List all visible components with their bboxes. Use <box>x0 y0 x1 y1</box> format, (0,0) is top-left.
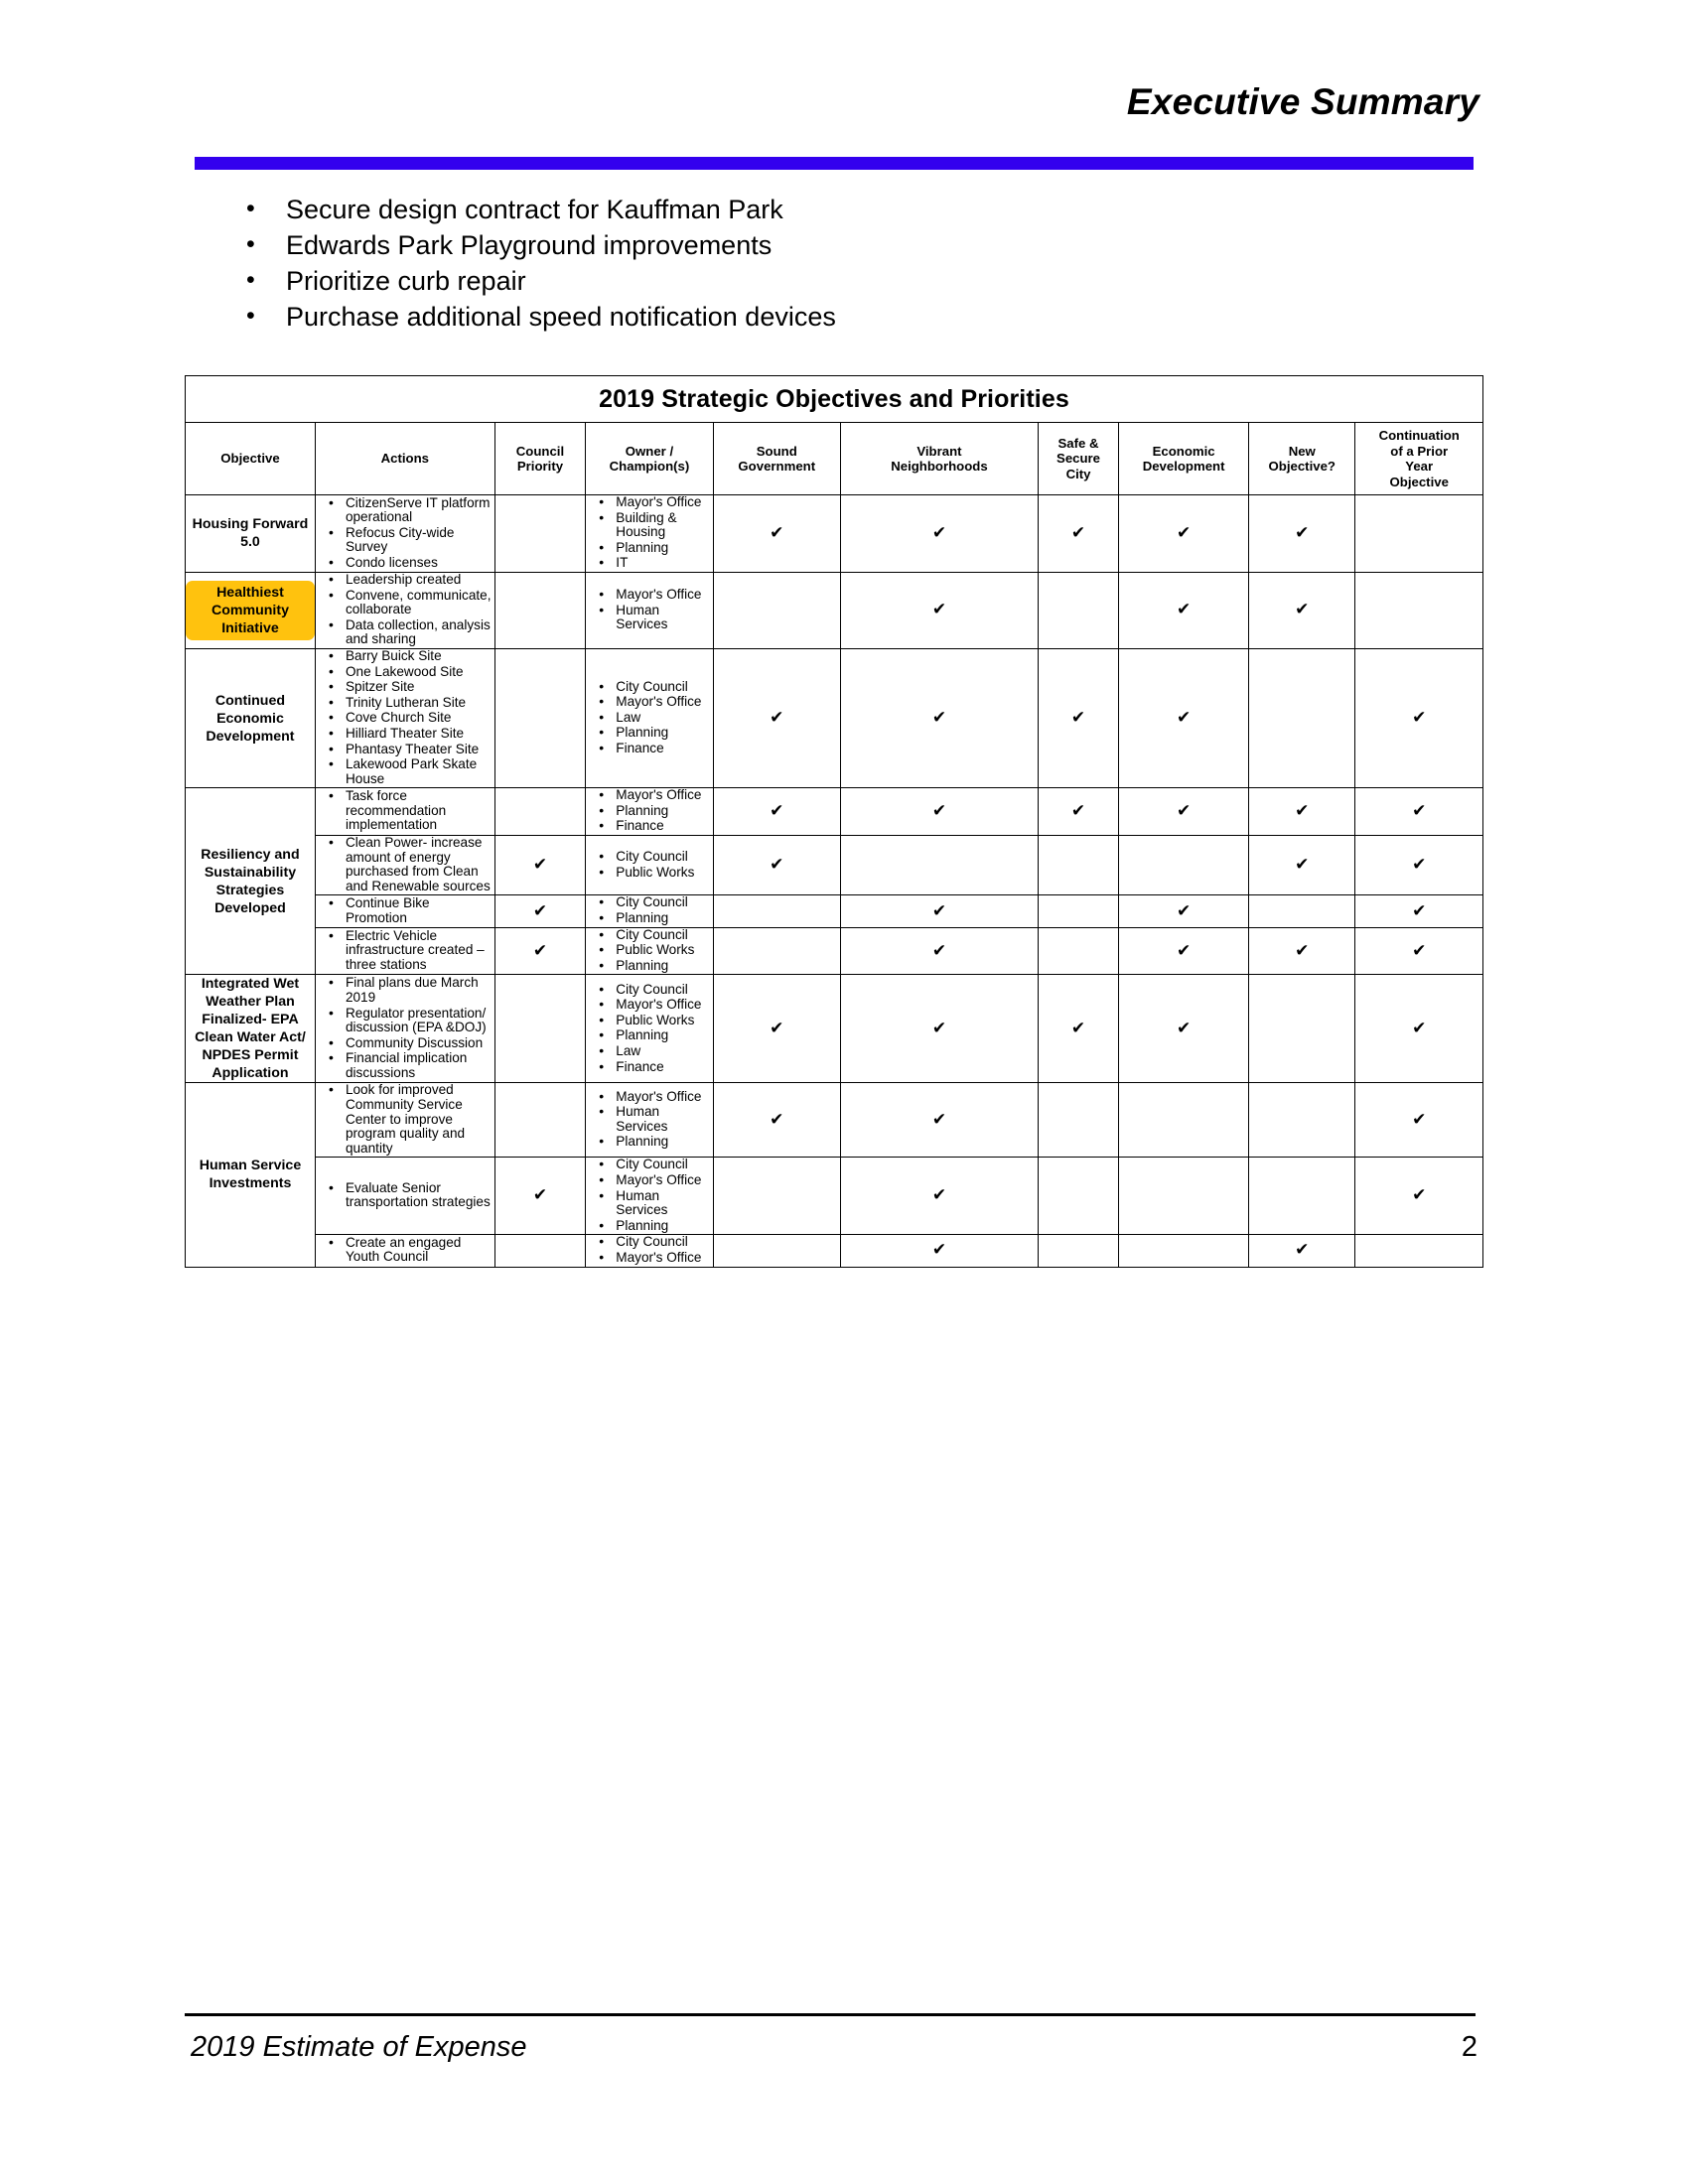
column-header-2 <box>494 423 586 495</box>
economic-development-cell <box>1119 572 1249 648</box>
new-objective-cell <box>1249 836 1355 895</box>
objective-label: Continued Economic Development <box>206 692 295 745</box>
council-priority-cell <box>494 648 586 787</box>
column-header-8 <box>1249 423 1355 495</box>
check-icon: ✔ <box>931 801 947 822</box>
check-icon: ✔ <box>1412 1185 1427 1206</box>
safe-secure-city-cell <box>1038 1083 1118 1158</box>
objective-label: Integrated Wet Weather Plan Finalized- EPA Clean Water Act/ NPDES Permit Application <box>195 976 306 1082</box>
owner-item: • City Council <box>586 850 712 865</box>
check-icon: ✔ <box>931 1185 947 1206</box>
safe-secure-city-cell <box>1038 836 1118 895</box>
column-header-line: Neighborhoods <box>891 459 988 474</box>
column-header-line: Council <box>515 443 565 459</box>
owner-champions-cell <box>586 495 713 573</box>
new-objective-cell <box>1249 1158 1355 1235</box>
actions-list <box>316 1181 494 1210</box>
owner-item: • Mayor's Office <box>586 695 712 710</box>
action-item: • CitizenServe IT platform operational <box>316 496 494 525</box>
vibrant-neighborhoods-cell <box>840 836 1038 895</box>
summary-bullet-list <box>236 192 1329 335</box>
page-title: Executive Summary <box>1126 81 1479 122</box>
summary-bullet-item: • Edwards Park Playground improvements <box>236 227 1329 263</box>
council-priority-cell <box>494 788 586 836</box>
actions-cell <box>315 572 494 648</box>
owner-item: • Planning <box>586 1219 712 1234</box>
owner-item: • Planning <box>586 1135 712 1150</box>
actions-cell <box>315 788 494 836</box>
vibrant-neighborhoods-cell <box>840 975 1038 1083</box>
owner-item: • Law <box>586 711 712 726</box>
actions-list <box>316 649 494 786</box>
action-item: • Evaluate Senior transportation strategies <box>316 1181 494 1210</box>
safe-secure-city-cell <box>1038 1235 1118 1267</box>
check-icon: ✔ <box>1176 522 1192 543</box>
column-header-3 <box>586 423 713 495</box>
new-objective-cell <box>1249 927 1355 975</box>
action-item: • Continue Bike Promotion <box>316 896 494 925</box>
check-icon: ✔ <box>1176 708 1192 729</box>
table-row <box>186 1083 1483 1158</box>
continuation-cell <box>1355 1235 1483 1267</box>
actions-cell <box>315 927 494 975</box>
column-header-1 <box>315 423 494 495</box>
objective-cell <box>186 1083 316 1267</box>
owner-champions-cell <box>586 1235 713 1267</box>
action-item: • Trinity Lutheran Site <box>316 696 494 711</box>
action-item: • Clean Power- increase amount of energy purchased from Clean and Renewable sources <box>316 836 494 893</box>
check-icon: ✔ <box>1412 900 1427 921</box>
owner-list <box>586 680 712 756</box>
economic-development-cell <box>1119 895 1249 927</box>
table-row <box>186 495 1483 573</box>
check-icon: ✔ <box>1295 600 1310 620</box>
owner-champions-cell <box>586 836 713 895</box>
actions-cell <box>315 1158 494 1235</box>
sound-government-cell <box>713 927 840 975</box>
check-icon: ✔ <box>1070 708 1086 729</box>
actions-list <box>316 976 494 1080</box>
new-objective-cell <box>1249 975 1355 1083</box>
owner-champions-cell <box>586 572 713 648</box>
actions-list <box>316 1236 494 1265</box>
new-objective-cell <box>1249 572 1355 648</box>
owner-item: • City Council <box>586 928 712 943</box>
table-row <box>186 975 1483 1083</box>
vibrant-neighborhoods-cell <box>840 1235 1038 1267</box>
economic-development-cell <box>1119 495 1249 573</box>
owner-list <box>586 495 712 571</box>
owner-item: • Public Works <box>586 866 712 881</box>
action-item: • Convene, communicate, collaborate <box>316 589 494 617</box>
economic-development-cell <box>1119 836 1249 895</box>
check-icon: ✔ <box>1070 801 1086 822</box>
owner-item: • Human Services <box>586 1105 712 1134</box>
footer-document-title: 2019 Estimate of Expense <box>191 2031 527 2063</box>
check-icon: ✔ <box>931 1109 947 1130</box>
actions-list <box>316 896 494 925</box>
owner-item: • Mayor's Office <box>586 1251 712 1266</box>
sound-government-cell <box>713 788 840 836</box>
actions-list <box>316 929 494 973</box>
actions-cell <box>315 648 494 787</box>
sound-government-cell <box>713 495 840 573</box>
column-header-0 <box>186 423 316 495</box>
check-icon: ✔ <box>1295 801 1310 822</box>
council-priority-cell <box>494 495 586 573</box>
owner-list <box>586 588 712 632</box>
header-rule <box>195 157 1474 170</box>
owner-item: • Public Works <box>586 943 712 958</box>
check-icon: ✔ <box>1070 1018 1086 1038</box>
owner-item: • Planning <box>586 541 712 556</box>
owner-item: • Mayor's Office <box>586 495 712 510</box>
check-icon: ✔ <box>1176 600 1192 620</box>
sound-government-cell <box>713 1235 840 1267</box>
owner-item: • City Council <box>586 1235 712 1250</box>
action-item: • Financial implication discussions <box>316 1051 494 1080</box>
action-item: • Refocus City-wide Survey <box>316 526 494 555</box>
table-header-row <box>186 423 1483 495</box>
vibrant-neighborhoods-cell <box>840 648 1038 787</box>
owner-item: • IT <box>586 556 712 571</box>
economic-development-cell <box>1119 1158 1249 1235</box>
table-row <box>186 927 1483 975</box>
column-header-line: Priority <box>516 459 564 474</box>
vibrant-neighborhoods-cell <box>840 495 1038 573</box>
owner-item: • Finance <box>586 819 712 834</box>
check-icon: ✔ <box>931 1240 947 1261</box>
table-title: 2019 Strategic Objectives and Priorities <box>186 376 1483 423</box>
safe-secure-city-cell <box>1038 495 1118 573</box>
objective-label-highlighted: Healthiest Community Initiative <box>186 581 315 640</box>
action-item: • Look for improved Community Service Center to improve program quality and quantity <box>316 1083 494 1156</box>
table-row <box>186 1158 1483 1235</box>
column-header-line: Objective? <box>1268 459 1336 474</box>
economic-development-cell <box>1119 927 1249 975</box>
economic-development-cell <box>1119 1083 1249 1158</box>
footer-rule <box>185 2013 1476 2016</box>
objective-cell <box>186 572 316 648</box>
economic-development-cell <box>1119 648 1249 787</box>
owner-champions-cell <box>586 895 713 927</box>
column-header-line: Champion(s) <box>609 459 690 474</box>
new-objective-cell <box>1249 788 1355 836</box>
continuation-cell <box>1355 975 1483 1083</box>
column-header-line: Government <box>738 459 816 474</box>
economic-development-cell <box>1119 788 1249 836</box>
table-row <box>186 895 1483 927</box>
continuation-cell <box>1355 495 1483 573</box>
owner-champions-cell <box>586 927 713 975</box>
vibrant-neighborhoods-cell <box>840 1158 1038 1235</box>
owner-item: • Human Services <box>586 604 712 632</box>
objective-cell <box>186 975 316 1083</box>
council-priority-cell: ✔ <box>494 927 586 975</box>
owner-item: • Mayor's Office <box>586 1173 712 1188</box>
continuation-cell <box>1355 648 1483 787</box>
column-header-line: of a Prior <box>1390 443 1449 459</box>
owner-item: • Planning <box>586 959 712 974</box>
council-priority-cell <box>494 1083 586 1158</box>
owner-item: • City Council <box>586 983 712 998</box>
actions-list <box>316 1083 494 1156</box>
owner-item: • Mayor's Office <box>586 588 712 603</box>
summary-bullet-item: • Prioritize curb repair <box>236 263 1329 299</box>
owner-item: • Building & Housing <box>586 511 712 540</box>
action-item: • Condo licenses <box>316 556 494 571</box>
action-item: • Cove Church Site <box>316 711 494 726</box>
check-icon: ✔ <box>770 1018 784 1038</box>
council-priority-cell <box>494 975 586 1083</box>
objective-cell <box>186 648 316 787</box>
check-icon: ✔ <box>1176 1018 1192 1038</box>
council-priority-cell <box>494 572 586 648</box>
owner-list <box>586 1158 712 1233</box>
column-header-line: Safe & <box>1057 435 1099 451</box>
action-item: • Task force recommendation implementation <box>316 789 494 833</box>
actions-cell <box>315 1083 494 1158</box>
owner-item: • City Council <box>586 895 712 910</box>
vibrant-neighborhoods-cell <box>840 895 1038 927</box>
owner-champions-cell <box>586 1083 713 1158</box>
owner-list <box>586 788 712 834</box>
table-row <box>186 1235 1483 1267</box>
check-icon: ✔ <box>770 1109 784 1130</box>
column-header-6 <box>1038 423 1118 495</box>
owner-item: • Mayor's Office <box>586 1090 712 1105</box>
actions-cell <box>315 495 494 573</box>
actions-list <box>316 496 494 571</box>
continuation-cell <box>1355 1083 1483 1158</box>
owner-list <box>586 928 712 974</box>
column-header-line: Year <box>1405 459 1434 474</box>
continuation-cell <box>1355 572 1483 648</box>
check-icon: ✔ <box>1412 1018 1427 1038</box>
check-icon: ✔ <box>1295 855 1310 876</box>
column-header-line: City <box>1065 466 1091 481</box>
check-icon: ✔ <box>1176 900 1192 921</box>
check-icon: ✔ <box>931 1018 947 1038</box>
continuation-cell <box>1355 927 1483 975</box>
owner-champions-cell <box>586 975 713 1083</box>
owner-item: • Planning <box>586 911 712 926</box>
actions-list <box>316 836 494 893</box>
action-item: • Leadership created <box>316 573 494 588</box>
action-item: • Lakewood Park Skate House <box>316 757 494 786</box>
owner-item: • Planning <box>586 804 712 819</box>
council-priority-cell: ✔ <box>494 1158 586 1235</box>
vibrant-neighborhoods-cell <box>840 927 1038 975</box>
summary-bullet-item: • Secure design contract for Kauffman Park <box>236 192 1329 227</box>
owner-item: • Public Works <box>586 1014 712 1028</box>
table-title-row <box>186 376 1483 423</box>
column-header-line: Objective <box>1389 474 1449 489</box>
check-icon: ✔ <box>1295 1240 1310 1261</box>
column-header-4 <box>713 423 840 495</box>
actions-cell <box>315 836 494 895</box>
check-icon: ✔ <box>770 855 784 876</box>
check-icon: ✔ <box>931 900 947 921</box>
column-header-line: Sound <box>756 443 797 459</box>
safe-secure-city-cell <box>1038 975 1118 1083</box>
objective-label: Housing Forward 5.0 <box>192 516 309 551</box>
column-header-line: Secure <box>1056 451 1101 467</box>
check-icon: ✔ <box>1412 801 1427 822</box>
sound-government-cell <box>713 1158 840 1235</box>
continuation-cell <box>1355 895 1483 927</box>
check-icon: ✔ <box>931 708 947 729</box>
continuation-cell <box>1355 788 1483 836</box>
owner-item: • City Council <box>586 680 712 695</box>
action-item: • One Lakewood Site <box>316 665 494 680</box>
check-icon: ✔ <box>1412 1109 1427 1130</box>
action-item: • Data collection, analysis and sharing <box>316 618 494 647</box>
council-priority-cell: ✔ <box>494 895 586 927</box>
owner-item: • Finance <box>586 1060 712 1075</box>
objective-label: Resiliency and Sustainability Strategies Developed <box>201 846 300 916</box>
check-icon: ✔ <box>770 801 784 822</box>
owner-list <box>586 850 712 880</box>
safe-secure-city-cell <box>1038 788 1118 836</box>
column-header-line: Objective <box>220 451 280 467</box>
objective-cell <box>186 495 316 573</box>
new-objective-cell <box>1249 895 1355 927</box>
economic-development-cell <box>1119 975 1249 1083</box>
column-header-line: Development <box>1142 459 1225 474</box>
new-objective-cell <box>1249 1235 1355 1267</box>
action-item: • Spitzer Site <box>316 680 494 695</box>
actions-list <box>316 573 494 647</box>
action-item: • Barry Buick Site <box>316 649 494 664</box>
check-icon: ✔ <box>1412 708 1427 729</box>
new-objective-cell <box>1249 495 1355 573</box>
council-priority-cell <box>494 1235 586 1267</box>
vibrant-neighborhoods-cell <box>840 572 1038 648</box>
table-body <box>186 495 1483 1268</box>
action-item: • Final plans due March 2019 <box>316 976 494 1005</box>
owner-list <box>586 983 712 1075</box>
owner-champions-cell <box>586 1158 713 1235</box>
safe-secure-city-cell <box>1038 648 1118 787</box>
new-objective-cell <box>1249 648 1355 787</box>
check-icon: ✔ <box>1176 940 1192 961</box>
economic-development-cell <box>1119 1235 1249 1267</box>
council-priority-cell: ✔ <box>494 836 586 895</box>
safe-secure-city-cell <box>1038 895 1118 927</box>
check-icon: ✔ <box>1295 940 1310 961</box>
owner-item: • City Council <box>586 1158 712 1172</box>
sound-government-cell <box>713 895 840 927</box>
action-item: • Hilliard Theater Site <box>316 727 494 742</box>
column-header-line: Actions <box>380 451 429 467</box>
continuation-cell <box>1355 1158 1483 1235</box>
owner-item: • Mayor's Office <box>586 788 712 803</box>
new-objective-cell <box>1249 1083 1355 1158</box>
actions-list <box>316 789 494 833</box>
owner-item: • Finance <box>586 742 712 756</box>
actions-cell <box>315 895 494 927</box>
vibrant-neighborhoods-cell <box>840 1083 1038 1158</box>
column-header-line: Vibrant <box>916 443 962 459</box>
table-row <box>186 572 1483 648</box>
check-icon: ✔ <box>770 522 784 543</box>
vibrant-neighborhoods-cell <box>840 788 1038 836</box>
owner-list <box>586 1090 712 1150</box>
owner-champions-cell <box>586 648 713 787</box>
table-row <box>186 648 1483 787</box>
column-header-line: Economic <box>1152 443 1215 459</box>
footer-page-number: 2 <box>1461 2031 1477 2063</box>
check-icon: ✔ <box>770 708 784 729</box>
check-icon: ✔ <box>1412 855 1427 876</box>
action-item: • Phantasy Theater Site <box>316 743 494 757</box>
column-header-line: Continuation <box>1378 428 1460 443</box>
safe-secure-city-cell <box>1038 1158 1118 1235</box>
action-item: • Regulator presentation/ discussion (EPA &DOJ) <box>316 1007 494 1035</box>
owner-item: • Planning <box>586 726 712 741</box>
actions-cell <box>315 1235 494 1267</box>
table-row <box>186 836 1483 895</box>
action-item: • Electric Vehicle infrastructure created – three stations <box>316 929 494 973</box>
action-item: • Community Discussion <box>316 1036 494 1051</box>
sound-government-cell <box>713 648 840 787</box>
owner-item: • Mayor's Office <box>586 998 712 1013</box>
owner-item: • Law <box>586 1044 712 1059</box>
safe-secure-city-cell <box>1038 927 1118 975</box>
owner-list <box>586 1235 712 1265</box>
action-item: • Create an engaged Youth Council <box>316 1236 494 1265</box>
check-icon: ✔ <box>1412 940 1427 961</box>
check-icon: ✔ <box>1070 522 1086 543</box>
sound-government-cell <box>713 572 840 648</box>
strategic-objectives-table-wrap <box>185 375 1483 1268</box>
column-header-line: Owner / <box>625 443 674 459</box>
check-icon: ✔ <box>1176 801 1192 822</box>
column-header-9 <box>1355 423 1483 495</box>
column-header-7 <box>1119 423 1249 495</box>
owner-item: • Human Services <box>586 1189 712 1218</box>
strategic-objectives-table <box>185 375 1483 1268</box>
column-header-line: New <box>1288 443 1316 459</box>
objective-cell <box>186 788 316 975</box>
owner-item: • Planning <box>586 1028 712 1043</box>
sound-government-cell <box>713 836 840 895</box>
owner-list <box>586 895 712 925</box>
check-icon: ✔ <box>931 522 947 543</box>
owner-champions-cell <box>586 788 713 836</box>
check-icon: ✔ <box>931 600 947 620</box>
column-header-5 <box>840 423 1038 495</box>
continuation-cell <box>1355 836 1483 895</box>
actions-cell <box>315 975 494 1083</box>
check-icon: ✔ <box>931 940 947 961</box>
sound-government-cell <box>713 1083 840 1158</box>
table-row <box>186 788 1483 836</box>
objective-label: Human Service Investments <box>199 1158 302 1192</box>
summary-bullet-item: • Purchase additional speed notification devices <box>236 299 1329 335</box>
sound-government-cell <box>713 975 840 1083</box>
check-icon: ✔ <box>1295 522 1310 543</box>
safe-secure-city-cell <box>1038 572 1118 648</box>
